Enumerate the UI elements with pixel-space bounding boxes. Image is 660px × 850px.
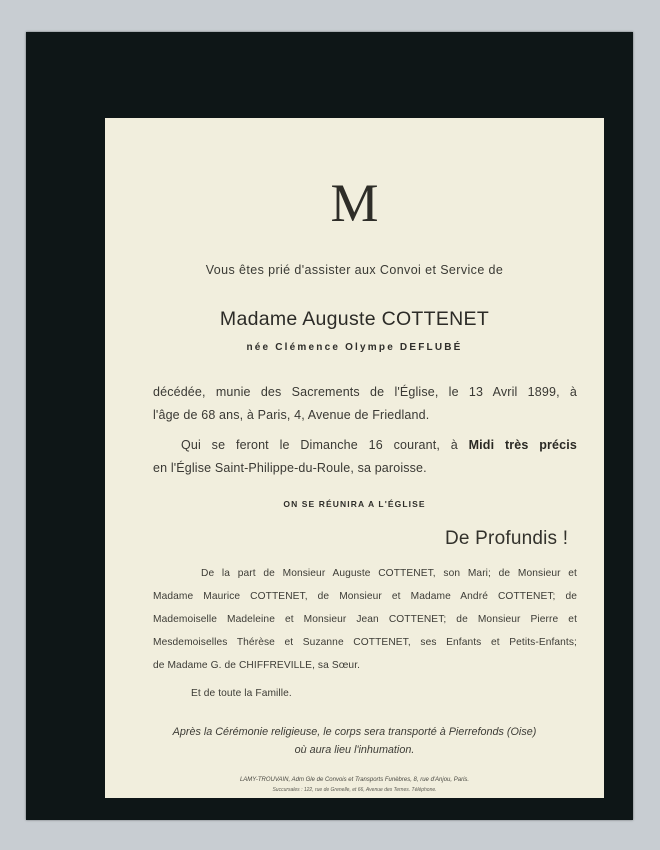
family-line-3: Mademoiselle Madeleine et Monsieur Jean COTTENET; de Monsieur Pierre et (153, 614, 577, 625)
service-time-line (181, 438, 577, 452)
funeral-notice-card (105, 118, 604, 798)
gathering-notice: ON SE RÉUNIRA A L'ÉGLISE (283, 499, 426, 509)
deceased-name: Madame Auguste COTTENET (219, 308, 490, 330)
service-location-line: en l'Église Saint-Philippe-du-Roule, sa paroisse. (153, 461, 427, 475)
printer-branches: Succursales : 122, rue de Grenelle, et 66, Avenue des Ternes. Téléphone. (272, 787, 437, 793)
maiden-name: née Clémence Olympe DEFLUBÉ (246, 342, 463, 353)
printer-credit: LAMY-TROUVAIN, Adm Gle de Convois et Transports Funèbres, 8, rue d'Anjou, Paris. (239, 777, 470, 783)
monogram: M (330, 173, 379, 233)
mourning-border-frame (26, 32, 633, 820)
family-line-1: De la part de Monsieur Auguste COTTENET, son Mari; de Monsieur et (201, 568, 577, 579)
ceremony-note-2: où aura lieu l'inhumation. (294, 744, 415, 756)
family-line-2: Madame Maurice COTTENET, de Monsieur et Madame André COTTENET; de (153, 591, 577, 602)
death-details-line-1: décédée, munie des Sacrements de l'Église, le 13 Avril 1899, à (153, 385, 577, 399)
family-line-4: Mesdemoiselles Thérèse et Suzanne COTTENET, ses Enfants et Petits-Enfants; (153, 637, 577, 648)
de-profundis: De Profundis ! (445, 528, 569, 549)
ceremony-note-1: Après la Cérémonie religieuse, le corps sera transporté à Pierrefonds (Oise) (172, 726, 537, 738)
family-line-5: de Madame G. de CHIFFREVILLE, sa Sœur. (153, 660, 361, 671)
service-time-prefix: Qui se feront le Dimanche 16 courant, à (181, 438, 469, 452)
family-line-6: Et de toute la Famille. (191, 688, 292, 699)
service-time-emphasis: Midi très précis (468, 438, 577, 452)
death-details-line-2: l'âge de 68 ans, à Paris, 4, Avenue de Friedland. (153, 408, 430, 422)
invitation-line: Vous êtes prié d'assister aux Convoi et Service de (205, 263, 504, 277)
